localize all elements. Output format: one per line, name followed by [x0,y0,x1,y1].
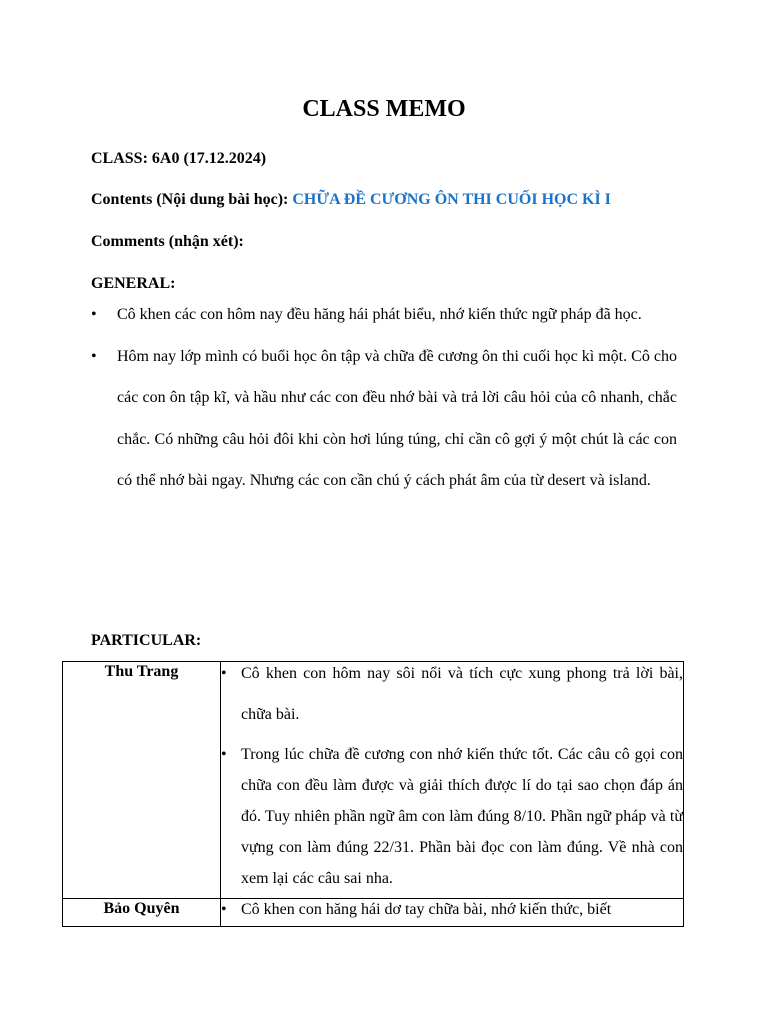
bullet-icon: • [221,665,227,682]
contents-value: CHỮA ĐỀ CƯƠNG ÔN THI CUỐI HỌC KÌ I [292,191,611,208]
particular-heading: PARTICULAR: [91,632,202,649]
bullet-icon: • [221,746,227,763]
table-row [63,662,684,899]
general-bullet-list [91,297,677,502]
class-line: CLASS: 6A0 (17.12.2024) [91,150,267,167]
comment-bullet [221,739,683,894]
table-row [63,899,684,927]
contents-label: Contents (Nội dung bài học): [91,191,293,208]
general-bullet-text: Hôm nay lớp mình có buổi học ôn tập và chữa đề cương ôn thi cuối học kì một. Cô cho các con ôn tập kĩ, và hầu như các con đều nhớ bài và trả lời câu hỏi của cô nhanh, chắc chắc. Có những câu hỏi đôi khi còn hơi lúng túng, chỉ cần cô gợi ý một chút là các con có thể nhớ bài ngay. Nhưng các con cần chú ý cách phát âm của từ desert và island. [117,347,677,489]
general-bullet [91,336,677,502]
student-name: Thu Trang [63,662,221,899]
student-comments [221,899,684,927]
comment-text: Cô khen con hăng hái dơ tay chữa bài, nhớ kiến thức, biết [241,901,612,918]
comment-bullet [221,653,683,735]
bullet-icon: • [221,901,227,918]
comments-label: Comments (nhận xét): [91,233,244,250]
memo-title: CLASS MEMO [302,96,466,122]
bullet-icon: • [91,347,97,365]
comment-text: Trong lúc chữa đề cương con nhớ kiến thức tốt. Các câu cô gọi con chữa con đều làm được và giải thích được lí do tại sao chọn đáp án đó. Tuy nhiên phần ngữ âm con làm đúng 8/10. Phần ngữ pháp và từ vựng con làm đúng 22/31. Phần bài đọc con làm đúng. Về nhà con xem lại các câu sai nha. [241,746,683,887]
particular-table [62,661,684,927]
comment-bullet [221,899,683,921]
student-name: Bảo Quyên [63,899,221,927]
general-bullet [91,294,677,336]
comment-text: Cô khen con hôm nay sôi nổi và tích cực xung phong trả lời bài, chữa bài. [241,665,683,723]
general-heading: GENERAL: [91,275,176,292]
contents-line [91,190,611,210]
bullet-icon: • [91,306,97,323]
general-bullet-text: Cô khen các con hôm nay đều hăng hái phát biểu, nhớ kiến thức ngữ pháp đã học. [117,306,642,323]
student-comments [221,662,684,899]
